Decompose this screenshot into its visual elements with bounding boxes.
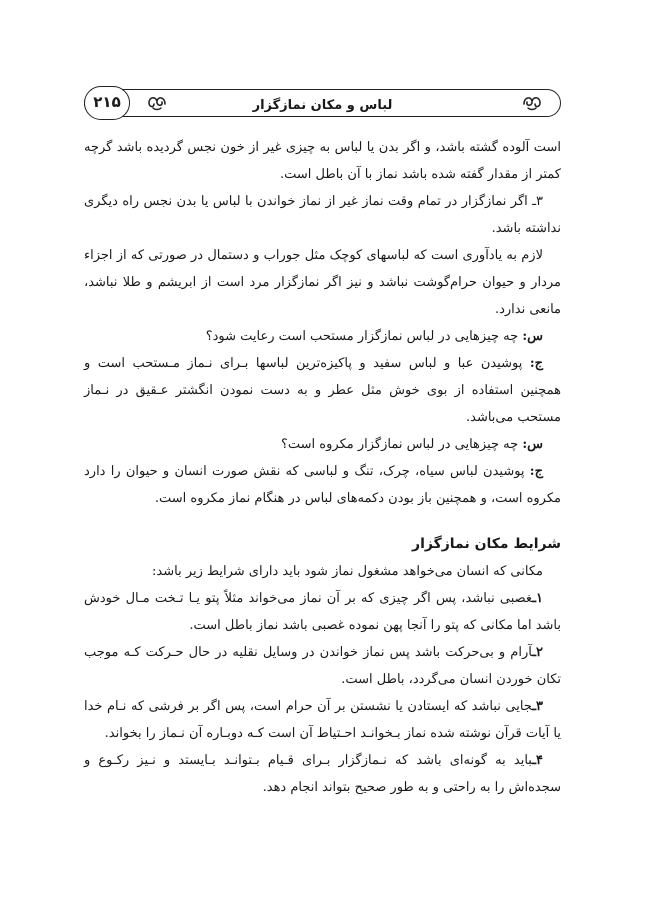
section-heading: شرایط مکان نمازگزار: [412, 536, 561, 552]
question-label: س:: [522, 329, 543, 344]
section-intro: مکانی که انسان می‌خواهد مشغول نماز شود باید دارای شرایط زیر باشد:: [152, 564, 543, 579]
item-text: جایی نباشد که ایستادن یا نشستن بر آن حرام است، پس اگر بر فرشی که نـام خدا یا آیات قرآن نوشته شده نماز بـخوانـد احـتیاط آن است کـه دوبـاره آن نـماز را بخواند.: [84, 699, 561, 741]
question-label: س:: [522, 437, 543, 452]
item-text: باید به گونه‌ای باشد که نـمازگزار بـرای قـیام بـتوانـد بـایستد و نـیز رکـوع و سجده‌اش را به راحتی و به طور صحیح بتواند انجام دهد.: [84, 753, 561, 795]
list-item: [84, 585, 561, 639]
item-number: ۳ـ: [532, 699, 543, 714]
answer-text: پوشیدن عبا و لباس سفید و پاکیزه‌ترین لباسها بـرای نـماز مـستحب است و همچنین استفاده از بوی خوش مثل عطر و به دست نمودن انگشتر عـقیق در نـماز مستحب می‌باشد.: [84, 356, 561, 425]
paragraph: است آلوده گشته باشد، و اگر بدن یا لباس به چیزی غیر از خون نجس گردیده باشد گرچه کمتر از مقدار گفته شده باشد نماز با آن باطل است.: [84, 140, 561, 182]
answer-label: ج:: [529, 356, 544, 371]
question-text: چه چیزهایی در لباس نمازگزار مکروه است؟: [281, 437, 519, 452]
paragraph: ۳ـ اگر نمازگزار در تمام وقت نماز غیر از نماز خواندن با لباس یا بدن نجس راه دیگری نداشته باشد.: [84, 194, 561, 236]
question-text: چه چیزهایی در لباس نمازگزار مستحب است رعایت شود؟: [205, 329, 519, 344]
answer-label: ج:: [529, 464, 543, 479]
item-number: ۴ـ: [532, 753, 543, 768]
item-text: آرام و بی‌حرکت باشد پس نماز خواندن در وسایل نقلیه در حال حـرکت کـه موجب تکان خوردن انسان می‌گردد، باطل است.: [84, 645, 561, 687]
item-number: ۲ـ: [532, 645, 543, 660]
running-header: [84, 86, 561, 120]
answer: [84, 458, 561, 512]
answer-text: پوشیدن لباس سیاه، چرک، تنگ و لباسی که نقش صورت انسان و حیوان را دارد مکروه است، و همچنین باز بودن دکمه‌های لباس در هنگام نماز مکروه است.: [84, 464, 561, 506]
list-item: [84, 747, 561, 801]
chapter-title: لباس و مکان نمازگزار: [252, 98, 393, 113]
list-item: [84, 639, 561, 693]
question: [84, 323, 561, 350]
question: [84, 431, 561, 458]
page-body: [84, 134, 561, 801]
list-item: [84, 693, 561, 747]
item-number: ۱ـ: [532, 591, 543, 606]
paragraph: لازم به یادآوری است که لباسهای کوچک مثل جوراب و دستمال در صورتی که از اجزاء مردار و حیوان حرام‌گوشت نباشد و نیز اگر نمازگزار مرد است از ابریشم و طلا نباشد، مانعی ندارد.: [84, 248, 561, 317]
item-text: غصبی نباشد، پس اگر چیزی که بر آن نماز می‌خواند مثلاً پتو یـا تـخت مـال خودش باشد اما مکانی که پتو را آنجا پهن نموده غصبی باشد نماز باطل است.: [84, 591, 561, 633]
page-number: ۲۱۵: [84, 86, 130, 120]
ornament-icon: [146, 92, 168, 112]
ornament-icon: [521, 92, 543, 112]
answer: [84, 350, 561, 431]
